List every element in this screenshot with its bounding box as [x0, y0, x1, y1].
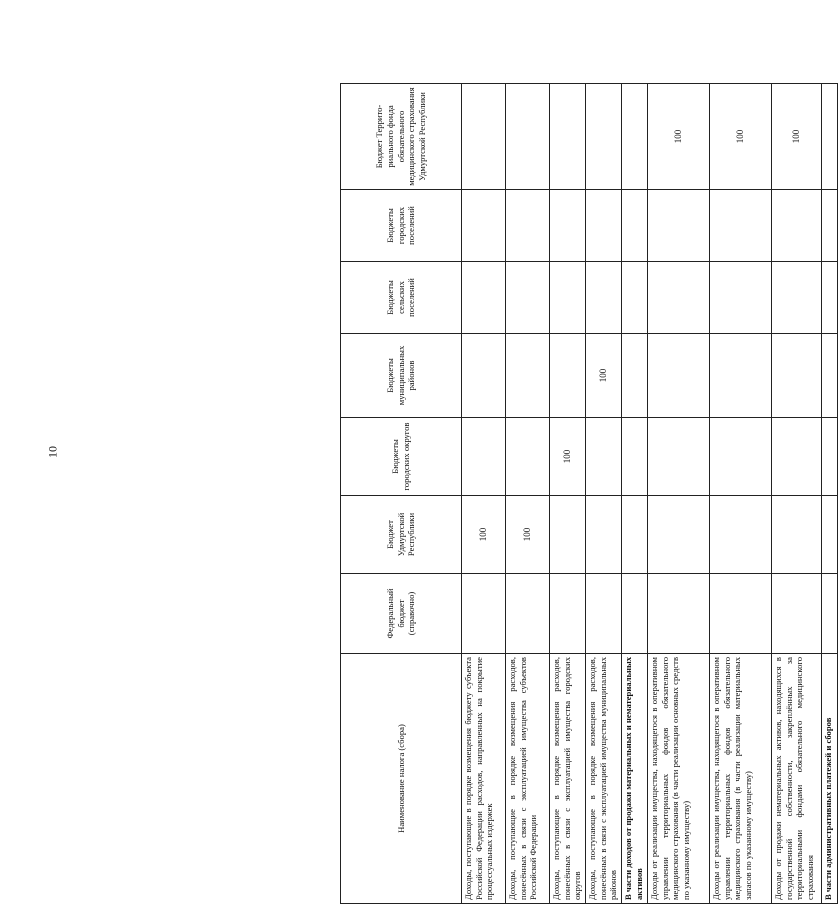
- row-name: Доходы, поступающие в порядке возмещения расходов, понесённых в связи с эксплуатацией имущества городских округов: [550, 654, 586, 904]
- table-wrapper: [170, 42, 833, 900]
- cell-value: [586, 262, 622, 334]
- cell-value: [648, 262, 710, 334]
- cell-value: [772, 418, 822, 496]
- row-name: Доходы от продажи нематериальных активов, находящихся в государственной собственности, закреплённых за территориальными фондами обязательного медицинского страхования: [772, 654, 822, 904]
- cell-value: [822, 496, 838, 574]
- row-name: Доходы, поступающие в порядке возмещения бюджету субъекта Российской Федерации расходов, направленных на покрытие процессуальных издержек: [462, 654, 506, 904]
- cell-value: [506, 190, 550, 262]
- cell-value: [710, 190, 772, 262]
- page-number: 10: [45, 446, 60, 458]
- cell-value: [648, 496, 710, 574]
- header-urban-settlements: Бюджеты городских поселений: [341, 190, 462, 262]
- cell-value: [550, 496, 586, 574]
- table-row: [586, 84, 622, 904]
- cell-value: [622, 84, 648, 190]
- cell-value: [506, 262, 550, 334]
- table-row: [550, 84, 586, 904]
- cell-value: [550, 190, 586, 262]
- tax-distribution-table: [340, 83, 838, 904]
- table-row: [710, 84, 772, 904]
- cell-value: [506, 574, 550, 654]
- cell-value: [822, 262, 838, 334]
- cell-value: [710, 574, 772, 654]
- cell-value: [586, 496, 622, 574]
- row-name: Доходы, поступающие в порядке возмещения расходов, понесённых в связи с эксплуатацией имущества муниципальных районов: [586, 654, 622, 904]
- section-title: В части доходов от продажи материальных и нематериальных активов: [622, 654, 648, 904]
- cell-value: 100: [710, 84, 772, 190]
- cell-value: [710, 418, 772, 496]
- header-tax-name: Наименование налога (сбора): [341, 654, 462, 904]
- cell-value: [710, 262, 772, 334]
- cell-value: 100: [506, 496, 550, 574]
- header-medical-insurance-fund: Бюджет Террито-риального фонда обязательного медицинского страхования Удмуртской Республики: [341, 84, 462, 190]
- cell-value: [462, 190, 506, 262]
- cell-value: [622, 496, 648, 574]
- cell-value: [822, 190, 838, 262]
- cell-value: [622, 262, 648, 334]
- cell-value: [772, 334, 822, 418]
- cell-value: [622, 418, 648, 496]
- table-section-row: [822, 84, 838, 904]
- cell-value: [772, 574, 822, 654]
- cell-value: [648, 190, 710, 262]
- cell-value: 100: [648, 84, 710, 190]
- cell-value: [648, 418, 710, 496]
- cell-value: [462, 418, 506, 496]
- table-row: [648, 84, 710, 904]
- cell-value: [822, 574, 838, 654]
- cell-value: 100: [772, 84, 822, 190]
- cell-value: [586, 418, 622, 496]
- cell-value: [710, 334, 772, 418]
- table-body: [462, 84, 838, 904]
- header-federal-budget: Федеральный бюджет (справочно): [341, 574, 462, 654]
- cell-value: [462, 574, 506, 654]
- table-header-row: [341, 84, 462, 904]
- table-section-row: [622, 84, 648, 904]
- cell-value: 100: [462, 496, 506, 574]
- cell-value: [586, 84, 622, 190]
- header-rural-settlements: Бюджеты сельских поселений: [341, 262, 462, 334]
- cell-value: [506, 84, 550, 190]
- row-name: Доходы от реализации имущества, находящегося в оперативном управлении территориальных фондов обязательного медицинского страхования (в части реализации основных средств по указанному имуществу): [648, 654, 710, 904]
- cell-value: [772, 496, 822, 574]
- cell-value: 100: [550, 418, 586, 496]
- table-row: [506, 84, 550, 904]
- cell-value: [586, 574, 622, 654]
- cell-value: [822, 418, 838, 496]
- cell-value: [772, 262, 822, 334]
- cell-value: [622, 334, 648, 418]
- cell-value: [550, 574, 586, 654]
- cell-value: [822, 334, 838, 418]
- table-row: [772, 84, 822, 904]
- header-municipal-districts: Бюджеты муниципальных районов: [341, 334, 462, 418]
- cell-value: [550, 84, 586, 190]
- row-name: Доходы от реализации имущества, находящегося в оперативном управлении территориальных фондов обязательного медицинского страхования (в части реализации материальных запасов по указанному имуществу): [710, 654, 772, 904]
- table-row: [462, 84, 506, 904]
- cell-value: [550, 262, 586, 334]
- cell-value: [772, 190, 822, 262]
- cell-value: [648, 574, 710, 654]
- row-name: Доходы, поступающие в порядке возмещения расходов, понесённых в связи с эксплуатацией имущества субъектов Российской Федерации: [506, 654, 550, 904]
- cell-value: [622, 574, 648, 654]
- section-title: В части административных платежей и сборов: [822, 654, 838, 904]
- header-udmurt-budget: Бюджет Удмуртской Республики: [341, 496, 462, 574]
- header-city-districts: Бюджеты городских округов: [341, 418, 462, 496]
- cell-value: [710, 496, 772, 574]
- cell-value: [550, 334, 586, 418]
- cell-value: 100: [586, 334, 622, 418]
- cell-value: [462, 262, 506, 334]
- cell-value: [622, 190, 648, 262]
- cell-value: [822, 84, 838, 190]
- cell-value: [648, 334, 710, 418]
- cell-value: [506, 334, 550, 418]
- cell-value: [506, 418, 550, 496]
- cell-value: [462, 334, 506, 418]
- cell-value: [462, 84, 506, 190]
- rotated-table-container: [340, 84, 833, 904]
- cell-value: [586, 190, 622, 262]
